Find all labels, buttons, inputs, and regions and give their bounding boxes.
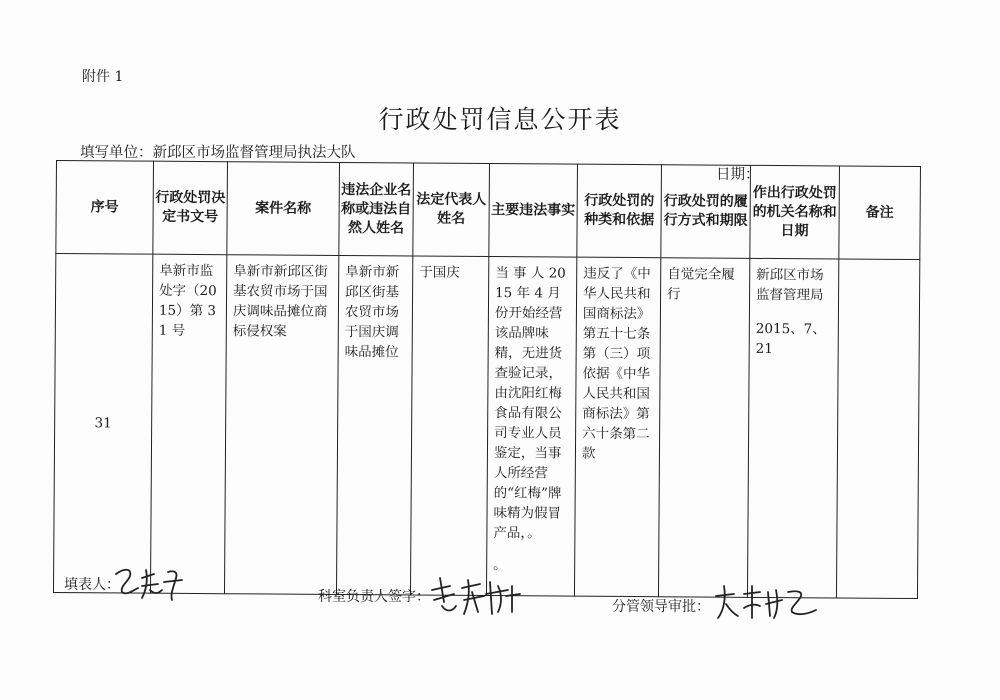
cell-authority [747,258,838,598]
leader-signature [712,582,822,622]
cell-case-name: 阜新市新邱区街基农贸市场于国庆调味品摊位商标侵权案 [224,255,338,595]
header-row [56,161,921,260]
cell-number: 31 [53,254,152,594]
header-number: 序号 [56,161,154,255]
cell-legal-rep: 于国庆 [410,256,488,596]
filing-unit: 填写单位：新邱区市场监督管理局执法大队 [80,145,356,161]
header-authority: 作出行政处罚的机关名称和日期 [750,165,840,259]
table-row [53,254,919,599]
header-decision-no: 行政处罚决定书文号 [153,161,228,255]
cell-remarks [836,259,919,599]
section-head-signature [428,572,528,622]
authority-date: 2015、7、21 [755,320,826,358]
header-party: 违法企业名称或违法自然人姓名 [339,162,414,256]
section-head-label: 科室负责人签字： [318,589,430,605]
header-penalty: 行政处罚的种类和依据 [577,164,662,258]
date-label: 日期： [716,167,760,183]
cell-penalty: 违反了《中华人民共和国商标法》第五十七条第（三）项依据《中华人民共和国商标法》第六十条第二款 [574,257,660,597]
cell-facts [486,257,576,597]
filler-label: 填表人： [64,577,120,593]
header-facts: 主要违法事实 [489,164,578,258]
document-title: 行政处罚信息公开表 [378,105,622,134]
header-case-name: 案件名称 [227,162,340,256]
facts-text: 当 事 人 2015 年 4 月份开始经营该品牌味精，无进货查验记录，由沈阳红梅食品有限公司专业人员鉴定，当事人所经营的“红梅”牌味精为假冒产品，。 [493,265,566,542]
authority-name: 新邱区市场监督管理局 [756,266,824,304]
cell-decision-no: 阜新市监处字（2015）第 31 号 [150,254,226,594]
facts-tail: 。 [493,557,507,574]
filler-signature [112,560,192,604]
penalty-table [53,160,921,599]
header-execution: 行政处罚的履行方式和期限 [661,165,751,259]
leader-label: 分管领导审批： [612,599,710,615]
header-legal-rep: 法定代表人姓名 [413,163,490,257]
attachment-label: 附件 1 [82,69,124,85]
cell-execution: 自觉完全履行 [658,258,749,598]
header-remarks: 备注 [839,166,921,260]
cell-party: 阜新市新邱区街基农贸市场于国庆调味品摊位 [336,255,412,595]
